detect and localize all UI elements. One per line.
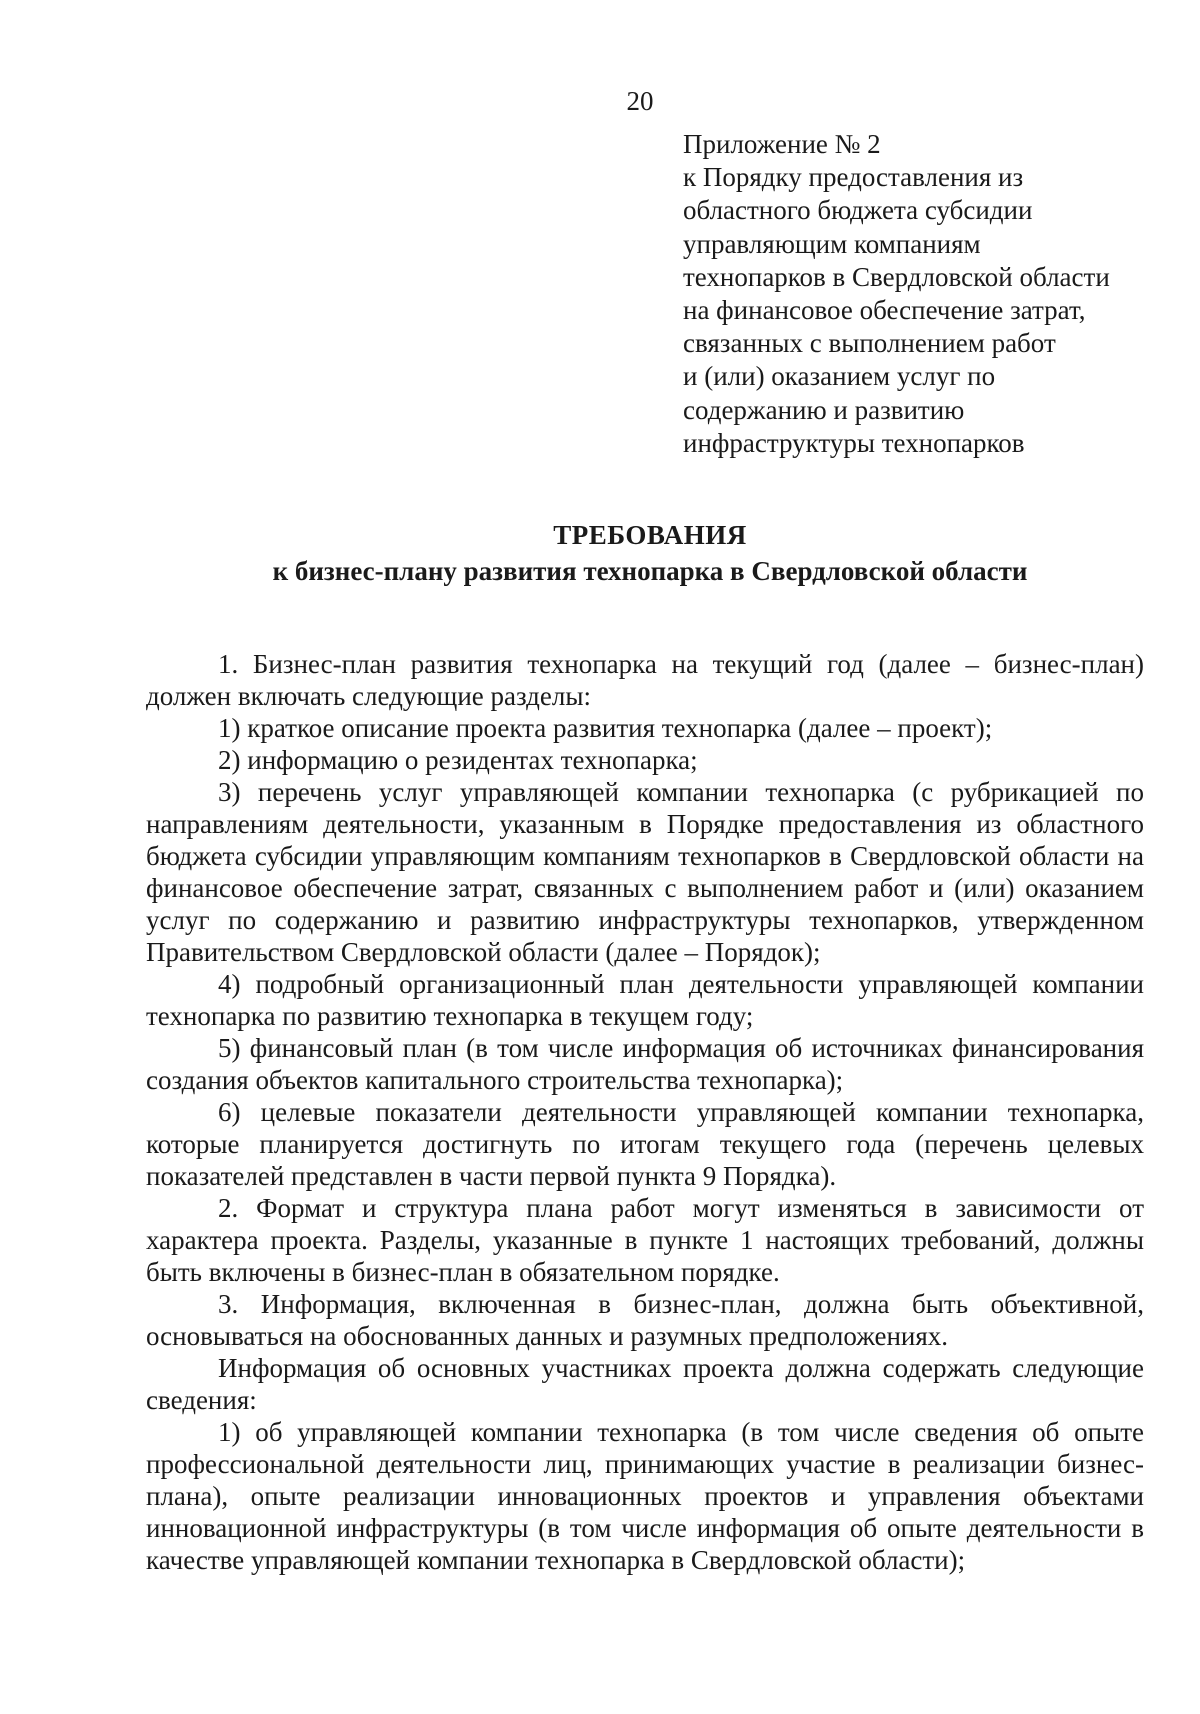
- paragraph: 1) краткое описание проекта развития технопарка (далее – проект);: [218, 713, 993, 743]
- document-body: [146, 648, 1144, 1576]
- page-number: 20: [626, 86, 654, 116]
- paragraph: 2. Формат и структура плана работ могут изменяться в зависимости от характера проекта. Разделы, указанные в пункте 1 настоящих требований, должны быть включены в бизнес-план в обязательном порядке.: [146, 1193, 1144, 1287]
- appendix-line: областного бюджета субсидии: [683, 195, 1033, 226]
- appendix-line: Приложение № 2: [683, 129, 881, 159]
- appendix-header: [683, 128, 1183, 460]
- paragraph: 1. Бизнес-план развития технопарка на текущий год (далее – бизнес-план) должен включать следующие разделы:: [146, 649, 1144, 711]
- paragraph: 5) финансовый план (в том числе информация об источниках финансирования создания объектов капитального строительства технопарка);: [146, 1033, 1144, 1095]
- appendix-line: технопарков в Свердловской области: [683, 261, 1110, 292]
- appendix-line: содержанию и развитию: [683, 394, 965, 425]
- paragraph: 4) подробный организационный план деятельности управляющей компании технопарка по развитию технопарка в текущем году;: [146, 969, 1144, 1031]
- paragraph: 2) информацию о резидентах технопарка;: [218, 745, 698, 775]
- paragraph: 3. Информация, включенная в бизнес-план, должна быть объективной, основываться на обоснованных данных и разумных предположениях.: [146, 1289, 1144, 1351]
- title-main: ТРЕБОВАНИЯ: [553, 520, 747, 550]
- appendix-line: управляющим компаниям: [683, 228, 981, 259]
- paragraph: 1) об управляющей компании технопарка (в том числе сведения об опыте профессиональной деятельности лиц, принимающих участие в реализации бизнес-плана), опыте реализации инновационных проектов и управления объектами инновационной инфраструктуры (в том числе информация об опыте деятельности в качестве управляющей компании технопарка в Свердловской области);: [146, 1417, 1144, 1575]
- appendix-line: и (или) оказанием услуг по: [683, 361, 996, 392]
- appendix-line: связанных с выполнением работ: [683, 328, 1056, 359]
- appendix-line: инфраструктуры технопарков: [683, 427, 1025, 458]
- document-title: [150, 518, 1150, 588]
- title-subtitle: к бизнес-плану развития технопарка в Свердловской области: [272, 556, 1028, 586]
- paragraph: 3) перечень услуг управляющей компании технопарка (с рубрикацией по направлениям деятельности, указанным в Порядке предоставления из областного бюджета субсидии управляющим компаниям технопарков в Свердловской области на финансовое обеспечение затрат, связанных с выполнением работ и (или) оказанием услуг по содержанию и развитию инфраструктуры технопарков, утвержденном Правительством Свердловской области (далее – Порядок);: [146, 777, 1144, 967]
- paragraph: Информация об основных участниках проекта должна содержать следующие сведения:: [146, 1353, 1144, 1415]
- appendix-line: на финансовое обеспечение затрат,: [683, 295, 1086, 326]
- paragraph: 6) целевые показатели деятельности управляющей компании технопарка, которые планируется достигнуть по итогам текущего года (перечень целевых показателей представлен в части первой пункта 9 Порядка).: [146, 1097, 1144, 1191]
- appendix-line: к Порядку предоставления из: [683, 162, 1024, 193]
